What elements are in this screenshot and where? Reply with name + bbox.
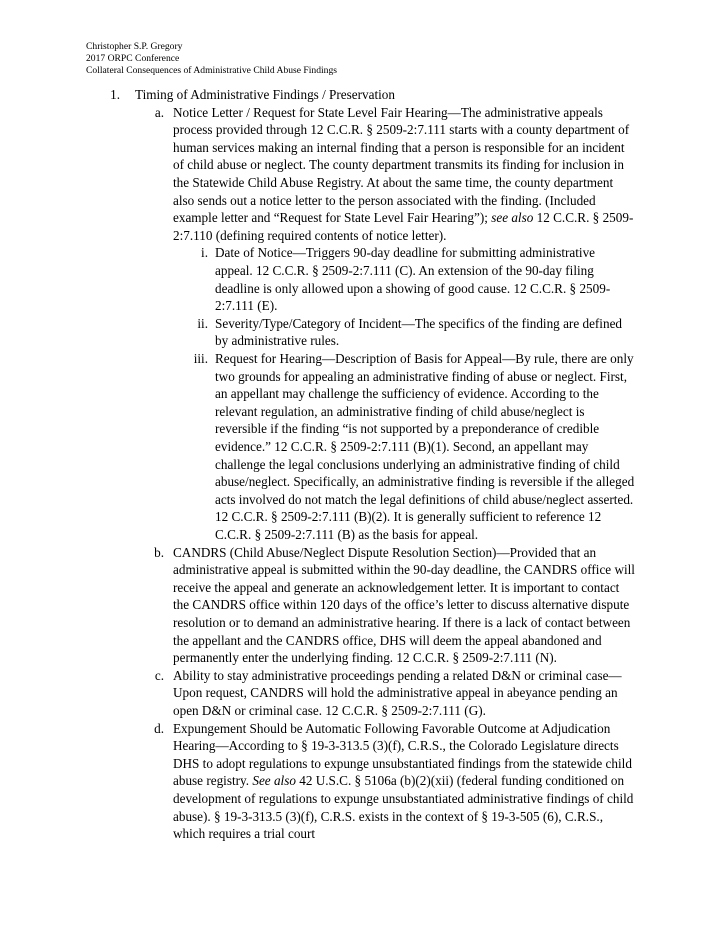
paragraph-a-iii: Request for Hearing—Description of Basis for Appeal—By rule, there are only two grounds for appealing an administrative finding of abuse or neglect. First, an appellant may challenge the sufficiency of evidence. According to the relevant regulation, an administrative finding of child abuse/neglect is reversible if the finding “is not supported by a preponderance of credible evidence.” 12 C.C.R. § 2509-2:7.111 (B)(1). Second, an appellant may challenge the legal conclusions underlying an administrative finding of child abuse/neglect. Specifically, an administrative finding is reversible if the alleged acts involved do not match the legal definitions of child abuse/neglect asserted. 12 C.C.R. § 2509-2:7.111 (B)(2). It is generally sufficient to reference 12 C.C.R. § 2509-2:7.111 (B) as the basis for appeal. bbox=[215, 351, 635, 542]
paragraph-b: CANDRS (Child Abuse/Neglect Dispute Resolution Section)—Provided that an administrative appeal is submitted within the 90-day deadline, the CANDRS office will receive the appeal and generate an acknowledgement letter. It is important to contact the CANDRS office within 120 days of the office’s letter to discuss alternative dispute resolution or to demand an administrative hearing. If there is a lack of contact between the appellant and the CANDRS office, DHS will deem the appeal abandoned and permanently enter the underlying finding. 12 C.C.R. § 2509-2:7.111 (N). bbox=[173, 544, 635, 666]
paragraph-a bbox=[173, 104, 635, 245]
outline-marker-a: a. bbox=[154, 104, 164, 120]
section-title: Timing of Administrative Findings / Preservation bbox=[135, 87, 395, 102]
paragraph-a-i: Date of Notice—Triggers 90-day deadline for submitting administrative appeal. 12 C.C.R. § 2509-2:7.111 (C). An extension of the 90-day filing deadline is only allowed upon a showing of good cause. 12 C.C.R. § 2509-2:7.111 (E). bbox=[215, 245, 611, 314]
outline-marker-a-iii: iii. bbox=[193, 351, 208, 366]
document-header bbox=[86, 41, 337, 77]
outline-marker-a-i: i. bbox=[201, 245, 208, 261]
paragraph-a-text-cont: 12 C.C.R. § 2509-2:7.110 (defining required contents of notice letter). bbox=[173, 210, 634, 243]
paragraph-d-text-cont: 42 U.S.C. § 5106a (b)(2)(xii) (federal funding conditioned on development of regulations to expunge unsubstantiated administrative findings of child abuse). § 19-3-313.5 (3)(f), C.R.S. exists in the context of § 19-3-505 (6), C.R.S., which requires a trial court bbox=[173, 773, 634, 842]
outline-marker-d: d. bbox=[154, 720, 164, 736]
header-topic: Collateral Consequences of Administrative Child Abuse Findings bbox=[86, 65, 338, 76]
outline-marker-c: c. bbox=[154, 667, 164, 683]
header-author: Christopher S.P. Gregory bbox=[86, 41, 183, 52]
outline-marker-b: b. bbox=[154, 544, 164, 560]
paragraph-a-text: Notice Letter / Request for State Level Fair Hearing—The administrative appeals process provided through 12 C.C.R. § 2509-2:7.111 starts with a county department of human services making an internal finding that a person is responsible for an incident of child abuse or neglect. The county department transmits its finding for inclusion in the Statewide Child Abuse Registry. At about the same time, the county department also sends out a notice letter to the person associated with the finding. (Included example letter and “Request for State Level Fair Hearing”); bbox=[173, 104, 630, 226]
paragraph-a-see-also: see also bbox=[491, 210, 534, 226]
paragraph-d-see-also: See also bbox=[252, 773, 296, 789]
paragraph-d-text: Expungement Should be Automatic Following Favorable Outcome at Adjudication Hearing—According to § 19-3-313.5 (3)(f), C.R.S., the Colorado Legislature directs DHS to adopt regulations to expunge unsubstantiated findings from the statewide child abuse registry. bbox=[173, 720, 632, 789]
header-conference: 2017 ORPC Conference bbox=[86, 53, 180, 64]
outline-marker-a-ii: ii. bbox=[197, 315, 208, 331]
outline-marker-1: 1. bbox=[110, 87, 120, 102]
paragraph-c: Ability to stay administrative proceedings pending a related D&N or criminal case—Upon request, CANDRS will hold the administrative appeal in abeyance pending an open D&N or criminal case. 12 C.C.R. § 2509-2:7.111 (G). bbox=[173, 667, 622, 718]
paragraph-d bbox=[173, 720, 637, 843]
paragraph-a-ii: Severity/Type/Category of Incident—The specifics of the finding are defined by administrative rules. bbox=[215, 315, 623, 349]
